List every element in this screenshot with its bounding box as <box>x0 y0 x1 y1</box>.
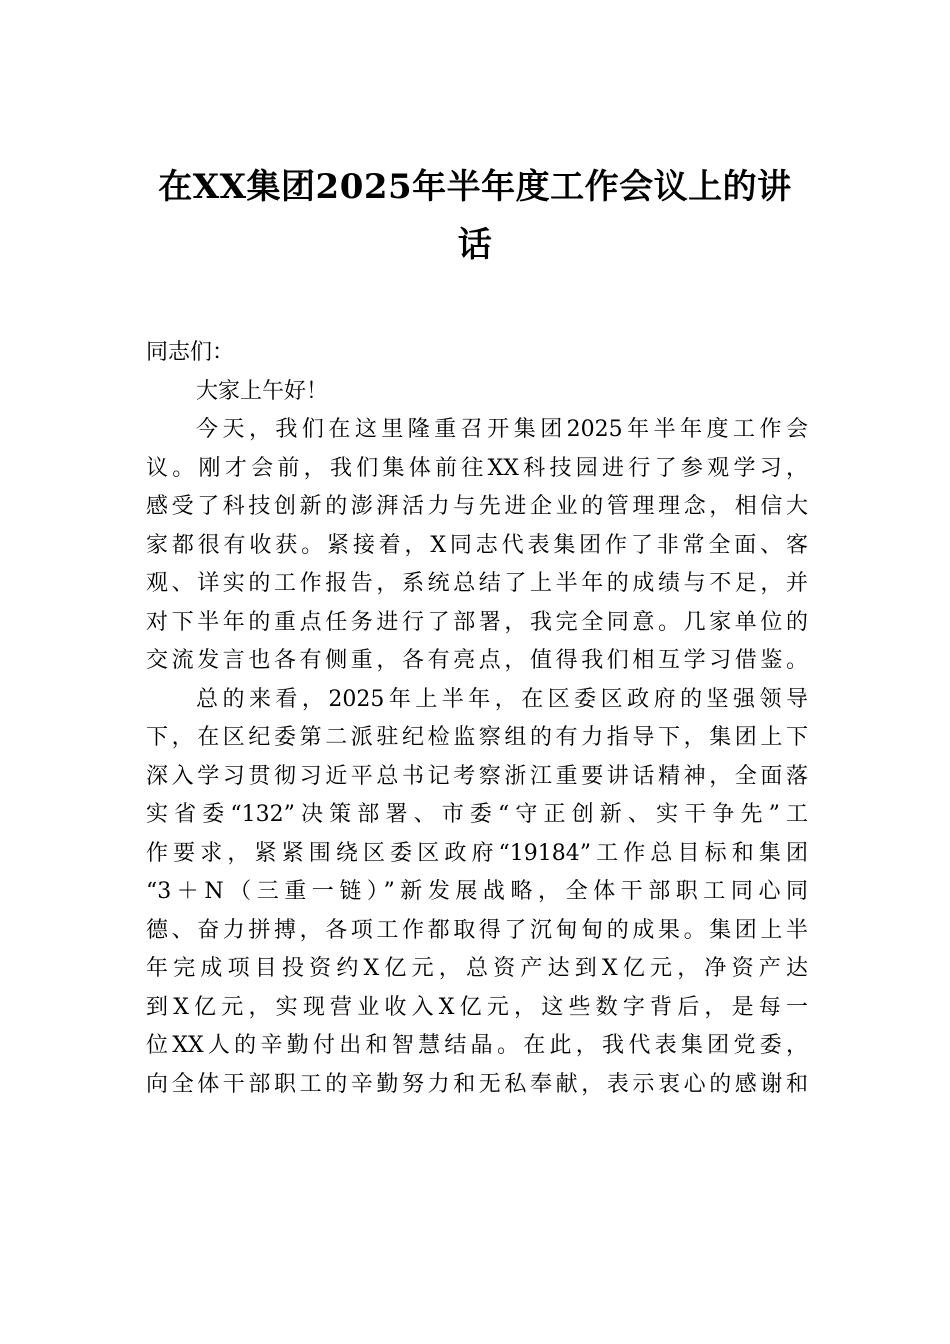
paragraph-line: 作要求，紧紧围绕区委区政府“19184”工作总目标和集团 <box>146 840 808 866</box>
paragraph-line: 家都很有收获。紧接着，X同志代表集团作了非常全面、客 <box>146 532 808 558</box>
paragraph-1 <box>146 411 808 681</box>
paragraph-line: 深入学习贯彻习近平总书记考察浙江重要讲话精神，全面落 <box>146 763 808 789</box>
paragraph-line: 对下半年的重点任务进行了部署，我完全同意。几家单位的 <box>146 609 808 635</box>
paragraph-line: 议。刚才会前，我们集体前往XX科技园进行了参观学习， <box>146 455 808 481</box>
paragraph-line: 总的来看，2025年上半年，在区委区政府的坚强领导 <box>196 686 808 712</box>
title-line-1: 在XX集团2025年半年度工作会议上的讲 <box>158 167 792 207</box>
paragraph-line: 下，在区纪委第二派驻纪检监察组的有力指导下，集团上下 <box>146 725 808 750</box>
paragraph-line: 到X亿元，实现营业收入X亿元，这些数字背后，是每一 <box>146 994 808 1020</box>
paragraph-line: 位XX人的辛勤付出和智慧结晶。在此，我代表集团党委， <box>146 1033 808 1058</box>
paragraph-line: 向全体干部职工的辛勤努力和无私奉献，表示衷心的感谢和 <box>146 1071 808 1097</box>
paragraph-2 <box>146 681 808 1105</box>
paragraph-line: “3＋N（三重一链）”新发展战略，全体干部职工同心同 <box>146 879 808 904</box>
document-body <box>146 334 808 1104</box>
salutation: 同志们： <box>146 340 235 365</box>
document-title <box>120 158 830 274</box>
paragraph-line: 德、奋力拼搏，各项工作都取得了沉甸甸的成果。集团上半 <box>146 917 808 943</box>
paragraph-line: 年完成项目投资约X亿元，总资产达到X亿元，净资产达 <box>146 956 808 981</box>
paragraph-line: 交流发言也各有侧重，各有亮点，值得我们相互学习借鉴。 <box>146 648 808 673</box>
paragraph-line: 实省委“132”决策部署、市委“守正创新、实干争先”工 <box>146 802 808 827</box>
paragraph-line: 今天，我们在这里隆重召开集团2025年半年度工作会 <box>196 417 808 442</box>
paragraph-line: 感受了科技创新的澎湃活力与先进企业的管理理念，相信大 <box>146 494 808 519</box>
title-line-2: 话 <box>457 225 493 265</box>
paragraph-line: 观、详实的工作报告，系统总结了上半年的成绩与不足，并 <box>146 571 808 596</box>
greeting: 大家上午好！ <box>196 378 329 404</box>
